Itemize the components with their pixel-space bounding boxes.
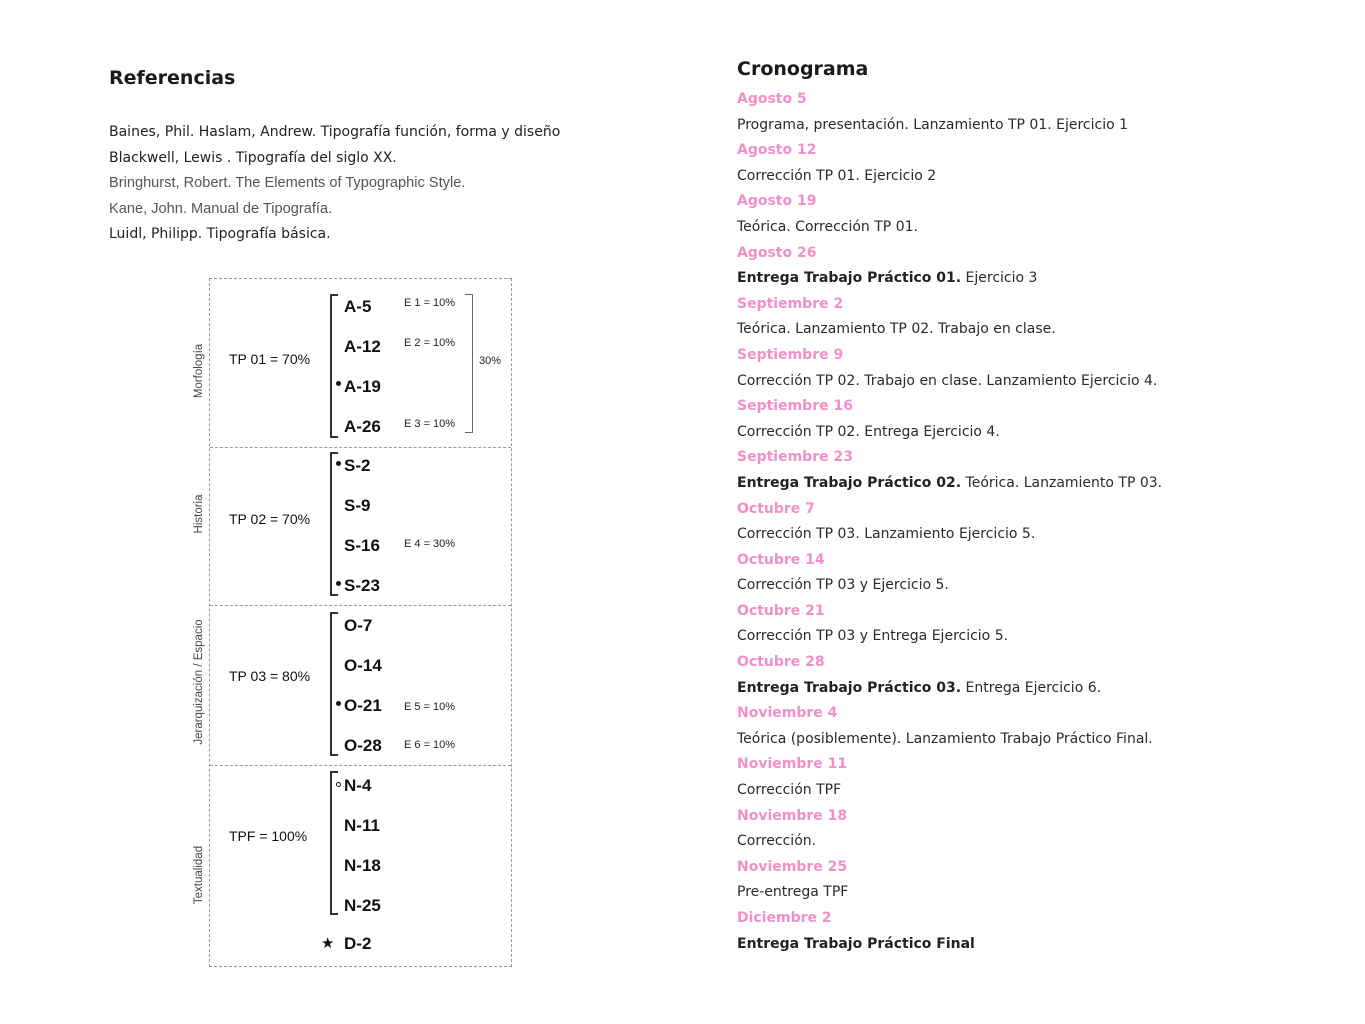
schedule-description (737, 166, 1162, 192)
class-date: N-18 (344, 856, 381, 875)
schedule-date: Octubre 21 (737, 602, 825, 619)
tp-weight: TP 02 = 70% (229, 511, 311, 527)
section-bracket (330, 612, 338, 756)
schedule-description (737, 268, 1162, 294)
schedule-list (737, 89, 1162, 959)
section-label-jerarquizacion: Jerarquización / Espacio (193, 619, 205, 745)
schedule-description (737, 115, 1162, 141)
schedule-delivery-label: Entrega Trabajo Práctico 02. (737, 474, 962, 491)
class-date: S-2 (344, 456, 371, 475)
schedule-text: Teórica. Lanzamiento TP 02. Trabajo en clase. (737, 321, 1056, 338)
schedule-date: Noviembre 25 (737, 858, 848, 875)
schedule-text: Corrección TP 01. Ejercicio 2 (737, 167, 937, 184)
schedule-description (737, 473, 1162, 499)
exercises-total: 30% (479, 355, 502, 367)
schedule-text: Teórica (posiblemente). Lanzamiento Trabajo Práctico Final. (737, 730, 1153, 747)
section-divider (210, 447, 511, 448)
exercise-weight: E 4 = 30% (404, 538, 456, 550)
schedule-date: Septiembre 23 (737, 449, 853, 466)
star-icon: ★ (321, 934, 335, 952)
schedule-description (737, 934, 1162, 960)
class-date: S-23 (344, 576, 380, 595)
section-divider (210, 765, 511, 766)
schedule-description (737, 319, 1162, 345)
schedule-description (737, 422, 1162, 448)
schedule-description (737, 217, 1162, 243)
schedule-text: Teórica. Lanzamiento TP 03. (961, 474, 1163, 491)
schedule-description (737, 626, 1162, 652)
schedule-description (737, 831, 1162, 857)
class-date: O-7 (344, 616, 373, 635)
exercise-weight: E 3 = 10% (404, 418, 456, 430)
schedule-text: Pre-entrega TPF (737, 884, 849, 901)
references-list (109, 122, 560, 250)
schedule-text: Corrección TP 02. Trabajo en clase. Lanzamiento Ejercicio 4. (737, 372, 1158, 389)
section-label-textualidad: Textualidad (193, 845, 205, 905)
schedule-title: Cronograma (737, 58, 869, 80)
tp-weight: TP 03 = 80% (229, 668, 311, 684)
exercise-weight: E 5 = 10% (404, 701, 456, 713)
class-date: N-4 (344, 776, 372, 795)
schedule-text: Programa, presentación. Lanzamiento TP 01. Ejercicio 1 (737, 116, 1129, 133)
open-circle-icon (336, 782, 341, 787)
class-date: A-12 (344, 337, 381, 356)
class-date: O-28 (344, 736, 382, 755)
schedule-date: Diciembre 2 (737, 910, 832, 926)
reference-item: Baines, Phil. Haslam, Andrew. Tipografía función, forma y diseño (109, 124, 561, 140)
final-class-date: D-2 (344, 934, 372, 953)
schedule-date: Agosto 26 (737, 244, 817, 261)
schedule-description (737, 575, 1162, 601)
schedule-text: Ejercicio 3 (961, 270, 1038, 287)
section-label-historia: Historia (193, 494, 205, 534)
section-label-morfologia: Morfología (193, 343, 205, 399)
tp-weight: TP 01 = 70% (229, 351, 311, 367)
class-date: A-26 (344, 417, 381, 436)
section-bracket (330, 452, 338, 596)
section-divider (210, 605, 511, 606)
schedule-date: Septiembre 2 (737, 295, 844, 312)
exercises-bracket (465, 294, 473, 433)
launch-dot-icon (336, 381, 341, 386)
schedule-date: Agosto 12 (737, 142, 817, 159)
schedule-description (737, 882, 1162, 908)
class-date: N-11 (344, 816, 380, 835)
schedule-date: Septiembre 16 (737, 398, 853, 415)
exercise-weight: E 2 = 10% (404, 337, 456, 349)
class-date: N-25 (344, 896, 381, 915)
references-title: Referencias (109, 67, 236, 89)
exercise-weight: E 6 = 10% (404, 739, 456, 751)
schedule-date: Noviembre 11 (737, 756, 848, 773)
schedule-description (737, 729, 1162, 755)
schedule-text: Corrección TPF (737, 782, 842, 799)
tp-weight: TPF = 100% (229, 828, 308, 844)
schedule-description (737, 780, 1162, 806)
section-bracket (330, 771, 338, 915)
launch-dot-icon (336, 461, 341, 466)
schedule-text: Corrección TP 03. Lanzamiento Ejercicio 5. (737, 526, 1036, 543)
schedule-date: Octubre 14 (737, 551, 825, 568)
reference-item: Blackwell, Lewis . Tipografía del siglo XX. (109, 149, 397, 166)
launch-dot-icon (336, 701, 341, 706)
schedule-date: Septiembre 9 (737, 346, 844, 363)
schedule-date: Agosto 5 (737, 91, 807, 107)
schedule-text: Corrección TP 02. Entrega Ejercicio 4. (737, 423, 1000, 440)
schedule-text: Teórica. Corrección TP 01. (737, 218, 918, 235)
launch-dot-icon (336, 581, 341, 586)
schedule-date: Agosto 19 (737, 193, 817, 210)
schedule-date: Noviembre 18 (737, 807, 848, 824)
class-date: A-5 (344, 297, 372, 316)
class-date: O-21 (344, 696, 382, 715)
evaluation-diagram (193, 278, 512, 967)
schedule-date: Octubre 28 (737, 654, 825, 671)
reference-item: Luidl, Philipp. Tipografía básica. (109, 226, 331, 243)
class-date: A-19 (344, 377, 381, 396)
schedule-date: Octubre 7 (737, 500, 815, 517)
exercise-weight: E 1 = 10% (404, 297, 456, 309)
schedule-delivery-label: Entrega Trabajo Práctico 01. (737, 270, 962, 287)
class-date: S-9 (344, 496, 371, 515)
schedule-date: Noviembre 4 (737, 705, 838, 722)
schedule-delivery-label: Entrega Trabajo Práctico 03. (737, 679, 962, 696)
schedule-description (737, 371, 1162, 397)
reference-item: Kane, John. Manual de Tipografía. (109, 200, 333, 217)
class-date: O-14 (344, 656, 382, 675)
schedule-text: Corrección TP 03 y Entrega Ejercicio 5. (737, 628, 1009, 645)
schedule-delivery-label: Entrega Trabajo Práctico Final (737, 935, 975, 952)
section-bracket (330, 294, 338, 438)
schedule-description (737, 524, 1162, 550)
schedule-text: Corrección. (737, 833, 817, 850)
schedule-text: Entrega Ejercicio 6. (961, 679, 1102, 696)
schedule-description (737, 678, 1162, 704)
class-date: S-16 (344, 536, 380, 555)
reference-item: Bringhurst, Robert. The Elements of Typographic Style. (109, 175, 466, 192)
schedule-text: Corrección TP 03 y Ejercicio 5. (737, 577, 949, 594)
